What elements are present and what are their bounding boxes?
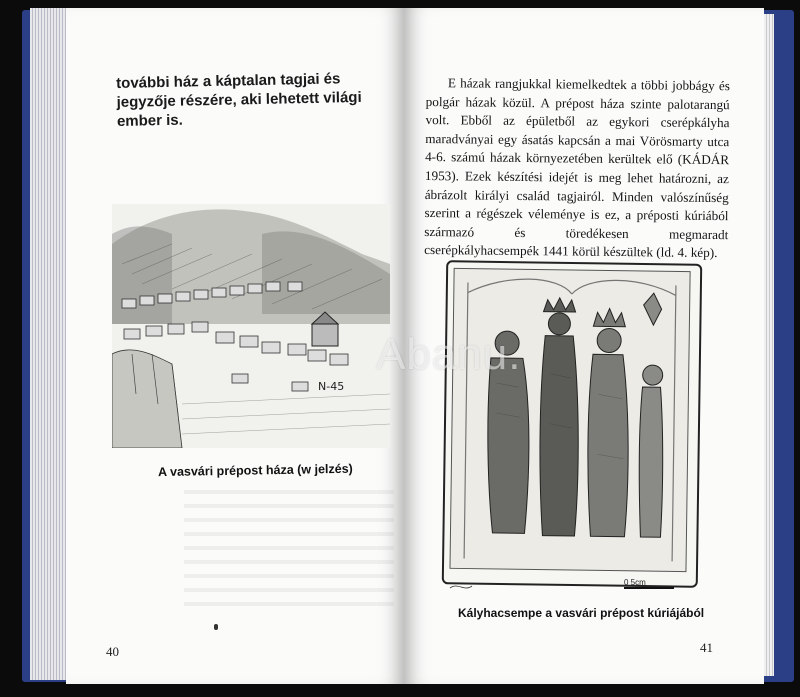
scale-bar xyxy=(448,580,708,594)
stove-tile-figures xyxy=(444,262,696,581)
left-caption: A vasvári prépost háza (w jelzés) xyxy=(157,461,353,480)
scale-label: 0 5cm xyxy=(624,578,646,587)
show-through-text xyxy=(184,480,394,610)
watermark xyxy=(376,330,521,380)
ink-mark xyxy=(214,624,218,630)
right-page-body xyxy=(424,74,730,263)
town-sketch-illustration xyxy=(112,204,390,448)
right-page-number: 41 xyxy=(700,640,713,655)
left-page-number: 40 xyxy=(106,644,119,659)
left-page xyxy=(66,8,404,684)
stove-tile-photo xyxy=(442,260,702,588)
right-caption: Kályhacsempe a vasvári prépost kúriájából xyxy=(458,606,705,620)
sketch-label: N-45 xyxy=(318,380,345,393)
right-page-edges xyxy=(764,14,774,676)
signature-scribble xyxy=(450,586,472,588)
left-page-intro-text: további ház a káptalan tagjai és jegyzője részére, aki lehetett világi ember is. xyxy=(116,70,362,130)
right-page-paragraph: E házak rangjukkal kiemelkedtek a többi jobbágy és polgár házak közül. A prépost háza szinte palotarangú volt. Ebből az épületből az egykori cserépkályha maradványai egy ásatás kapcsán a mai Vörösmarty utca 4-6. számú házak környezetében kerültek elő (KÁDÁR 1953). Ezek készítési idejét is meg lehet határozni, az ábrázolt királyi család tagjairól. Minden valószínűség szerint a régészek véleménye is ez, a préposti kúriából származó és töredékesen megmaradt cserépkályhacsempék 1441 körül készültek (ld. 4. kép). xyxy=(424,75,730,261)
watermark-dot: . xyxy=(508,330,522,379)
watermark-brand: Abanu xyxy=(376,330,509,379)
page-edges xyxy=(30,8,70,680)
